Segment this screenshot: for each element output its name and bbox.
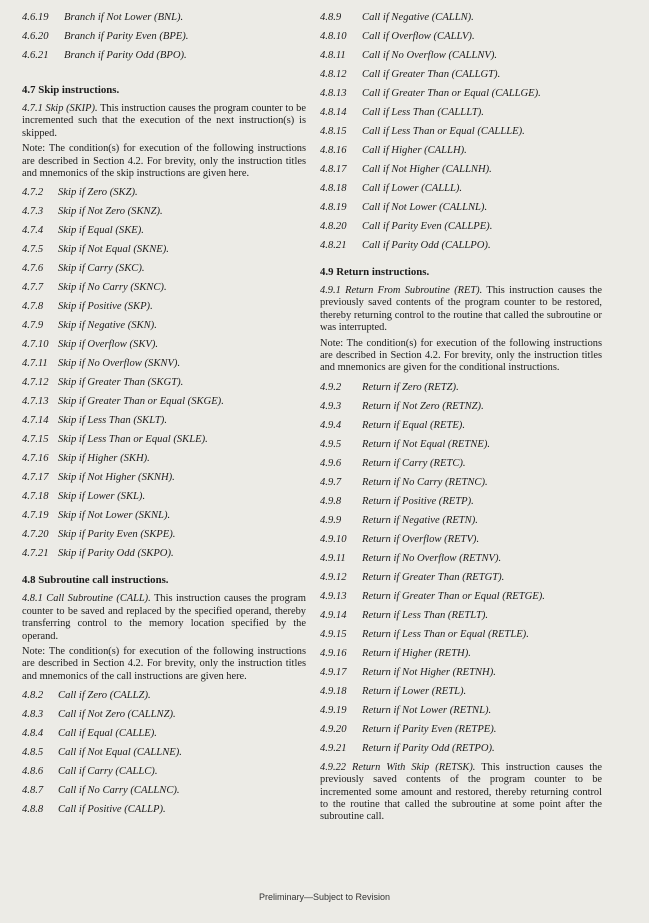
list-item xyxy=(22,354,306,373)
list-item xyxy=(22,449,306,468)
item-number: 4.7.16 xyxy=(22,453,49,465)
item-number: 4.7.2 xyxy=(22,187,44,199)
list-item xyxy=(320,141,602,160)
list-item xyxy=(22,705,306,724)
list-item xyxy=(22,506,306,525)
item-number: 4.9.4 xyxy=(320,419,342,431)
item-number: 4.8.14 xyxy=(320,107,347,118)
item-number: 4.7.21 xyxy=(22,548,49,560)
item-title: Skip if Higher (SKH). xyxy=(58,453,150,465)
list-item xyxy=(320,378,602,397)
list-item xyxy=(320,198,602,217)
item-title: Skip if No Carry (SKNC). xyxy=(58,282,167,294)
list-item xyxy=(22,781,306,800)
item-number: 4.9.9 xyxy=(320,514,342,526)
section-heading-skip: 4.7 Skip instructions. xyxy=(22,84,120,96)
item-number: 4.9.11 xyxy=(320,552,346,564)
item-title: Return if Not Higher (RETNH). xyxy=(362,666,496,678)
item-title: Skip if Lower (SKL). xyxy=(58,491,146,503)
item-title: Skip if Not Higher (SKNH). xyxy=(58,472,175,484)
list-item xyxy=(22,183,306,202)
list-item xyxy=(320,236,602,255)
item-title: Skip if Parity Even (SKPE). xyxy=(58,529,176,541)
item-number: 4.9.16 xyxy=(320,647,347,659)
list-item xyxy=(22,27,306,46)
list-item xyxy=(320,217,602,236)
item-title: Return if Zero (RETZ). xyxy=(362,381,459,393)
item-title: Call if Lower (CALLL). xyxy=(362,183,463,194)
item-title: Skip if Not Zero (SKNZ). xyxy=(58,206,163,218)
item-title: Return if Not Lower (RETNL). xyxy=(362,704,492,716)
list-item xyxy=(22,240,306,259)
list-item xyxy=(22,373,306,392)
item-number: 4.7.18 xyxy=(22,491,49,503)
item-number: 4.8.16 xyxy=(320,145,347,156)
page-footer: Preliminary—Subject to Revision xyxy=(258,892,391,902)
list-item xyxy=(320,568,602,587)
list-item xyxy=(320,397,602,416)
item-number: 4.7.14 xyxy=(22,415,49,427)
item-title: Skip if Not Lower (SKNL). xyxy=(58,510,171,522)
list-item xyxy=(320,65,602,84)
item-title: Skip if Parity Odd (SKPO). xyxy=(58,548,174,560)
item-number: 4.9.17 xyxy=(320,666,347,678)
call-instruction-list-right xyxy=(320,8,602,255)
list-item xyxy=(320,179,602,198)
item-title: Return if Overflow (RETV). xyxy=(362,533,480,545)
item-number: 4.9.20 xyxy=(320,723,347,735)
item-title: Call if Overflow (CALLV). xyxy=(362,31,475,42)
item-number: 4.7.6 xyxy=(22,263,44,275)
item-title: Skip if Less Than or Equal (SKLE). xyxy=(58,434,208,446)
item-number: 4.9.10 xyxy=(320,533,347,545)
item-number: 4.8.4 xyxy=(22,728,44,740)
list-item xyxy=(22,316,306,335)
paragraph-number: 4.9.1 xyxy=(320,285,341,296)
item-number: 4.9.14 xyxy=(320,609,347,621)
list-item xyxy=(320,103,602,122)
return-with-skip-paragraph xyxy=(320,762,602,824)
item-number: 4.7.8 xyxy=(22,301,44,313)
item-number: 4.7.9 xyxy=(22,320,44,332)
item-title: Call if Carry (CALLC). xyxy=(58,766,158,778)
item-title: Call if Higher (CALLH). xyxy=(362,145,467,156)
item-number: 4.7.20 xyxy=(22,529,49,541)
item-title: Call if Less Than (CALLLT). xyxy=(362,107,484,118)
item-number: 4.8.19 xyxy=(320,202,347,213)
left-column xyxy=(22,8,306,819)
item-title: Call if No Carry (CALLNC). xyxy=(58,785,180,797)
list-item xyxy=(22,202,306,221)
list-item xyxy=(320,606,602,625)
item-number: 4.9.15 xyxy=(320,628,347,640)
list-item xyxy=(320,46,602,65)
item-number: 4.8.10 xyxy=(320,31,347,42)
item-title: Return if Parity Odd (RETPO). xyxy=(362,742,495,754)
item-title: Call if Not Higher (CALLNH). xyxy=(362,164,492,175)
item-number: 4.8.6 xyxy=(22,766,44,778)
list-item xyxy=(320,644,602,663)
list-item xyxy=(22,411,306,430)
item-number: 4.7.12 xyxy=(22,377,49,389)
item-title: Return if Less Than (RETLT). xyxy=(362,609,489,621)
skip-intro-paragraph xyxy=(22,103,306,140)
list-item xyxy=(22,430,306,449)
item-title: Return if Not Zero (RETNZ). xyxy=(362,400,484,412)
item-title: Return if Greater Than (RETGT). xyxy=(362,571,505,583)
list-item xyxy=(320,122,602,141)
item-title: Call if Greater Than (CALLGT). xyxy=(362,69,501,80)
item-number: 4.7.11 xyxy=(22,358,48,370)
paragraph-text: This instruction causes the previously saved contents of the program counter to be restored, thereby returning control to the routine that called the subroutine or was interrupted. xyxy=(320,285,602,334)
branch-list-continued xyxy=(22,8,306,65)
item-number: 4.7.13 xyxy=(22,396,49,408)
list-item xyxy=(22,8,306,27)
list-item xyxy=(22,743,306,762)
list-item xyxy=(22,392,306,411)
list-item xyxy=(22,544,306,563)
item-title: Return if Less Than or Equal (RETLE). xyxy=(362,628,529,640)
item-title: Return if Greater Than or Equal (RETGE). xyxy=(362,590,545,602)
list-item xyxy=(22,724,306,743)
list-item xyxy=(320,682,602,701)
item-number: 4.9.2 xyxy=(320,381,342,393)
list-item xyxy=(320,587,602,606)
item-title: Call if Parity Even (CALLPE). xyxy=(362,221,493,232)
item-title: Skip if Carry (SKC). xyxy=(58,263,145,275)
list-item xyxy=(320,84,602,103)
paragraph-title: Return From Subroutine (RET). xyxy=(345,285,483,296)
list-item xyxy=(320,625,602,644)
item-title: Return if Negative (RETN). xyxy=(362,514,478,526)
return-intro-paragraph xyxy=(320,285,602,335)
list-item xyxy=(320,720,602,739)
item-title: Call if Equal (CALLE). xyxy=(58,728,157,740)
item-title: Call if Not Zero (CALLNZ). xyxy=(58,709,176,721)
item-title: Return if Equal (RETE). xyxy=(362,419,465,431)
paragraph-number: 4.9.22 xyxy=(320,761,346,773)
section-heading-return: 4.9 Return instructions. xyxy=(320,266,430,278)
item-number: 4.8.17 xyxy=(320,164,347,175)
item-title: Return if Higher (RETH). xyxy=(362,647,471,659)
list-item xyxy=(22,46,306,65)
list-item xyxy=(22,259,306,278)
list-item xyxy=(22,278,306,297)
list-item xyxy=(22,297,306,316)
item-number: 4.9.8 xyxy=(320,495,342,507)
item-title: Skip if Not Equal (SKNE). xyxy=(58,244,169,256)
right-column xyxy=(320,8,602,827)
item-number: 4.9.21 xyxy=(320,742,347,754)
list-item xyxy=(22,468,306,487)
item-number: 4.8.15 xyxy=(320,126,347,137)
item-number: 4.6.21 xyxy=(22,50,49,61)
item-number: 4.9.13 xyxy=(320,590,347,602)
item-title: Return if Not Equal (RETNE). xyxy=(362,438,490,450)
item-number: 4.9.7 xyxy=(320,476,342,488)
skip-instruction-list xyxy=(22,183,306,563)
call-instruction-list-left xyxy=(22,686,306,819)
item-number: 4.8.12 xyxy=(320,69,347,80)
item-title: Call if Less Than or Equal (CALLLE). xyxy=(362,126,525,137)
item-title: Call if Negative (CALLN). xyxy=(362,12,474,23)
item-number: 4.8.20 xyxy=(320,221,347,232)
item-number: 4.6.19 xyxy=(22,12,49,23)
list-item xyxy=(320,549,602,568)
list-item xyxy=(22,525,306,544)
item-number: 4.8.7 xyxy=(22,785,44,797)
paragraph-text: This instruction causes the program counter to be incremented such that the execution of the next instruction(s) is skipped. xyxy=(22,103,306,139)
list-item xyxy=(22,800,306,819)
item-title: Call if Greater Than or Equal (CALLGE). xyxy=(362,88,541,99)
item-number: 4.7.15 xyxy=(22,434,49,446)
paragraph-number: 4.7.1 xyxy=(22,103,43,114)
paragraph-text: This instruction causes the program counter to be saved and replaced by the specified operand, thereby transferring control to the memory location specified by the operand. xyxy=(22,593,306,642)
paragraph-title: Call Subroutine (CALL). xyxy=(46,593,151,605)
item-title: Skip if No Overflow (SKNV). xyxy=(58,358,181,370)
list-item xyxy=(22,762,306,781)
item-number: 4.9.6 xyxy=(320,457,342,469)
item-number: 4.9.3 xyxy=(320,400,342,412)
item-title: Skip if Zero (SKZ). xyxy=(58,187,138,199)
item-title: Return if Lower (RETL). xyxy=(362,685,467,697)
list-item xyxy=(22,335,306,354)
item-title: Call if Not Equal (CALLNE). xyxy=(58,747,182,759)
item-title: Return if Parity Even (RETPE). xyxy=(362,723,497,735)
return-note: Note: The condition(s) for execution of the following instructions are described in Section 4.2. For brevity, only the instruction titles and mnemonics are given for the conditional instructions. xyxy=(320,337,602,374)
item-title: Call if Not Lower (CALLNL). xyxy=(362,202,488,213)
call-intro-paragraph xyxy=(22,593,306,643)
list-item xyxy=(320,8,602,27)
item-number: 4.8.5 xyxy=(22,747,44,759)
item-number: 4.9.5 xyxy=(320,438,342,450)
item-number: 4.7.5 xyxy=(22,244,44,256)
item-number: 4.7.19 xyxy=(22,510,49,522)
item-title: Call if Positive (CALLP). xyxy=(58,804,166,816)
item-title: Return if No Overflow (RETNV). xyxy=(362,552,502,564)
item-title: Skip if Equal (SKE). xyxy=(58,225,144,237)
list-item xyxy=(22,686,306,705)
list-item xyxy=(320,739,602,758)
skip-note: Note: The condition(s) for execution of the following instructions are described in Section 4.2. For brevity, only the instruction titles and mnemonics of the skip instructions are given here. xyxy=(22,143,306,180)
item-title: Skip if Positive (SKP). xyxy=(58,301,153,313)
item-title: Branch if Parity Even (BPE). xyxy=(64,31,189,42)
paragraph-number: 4.8.1 xyxy=(22,593,43,605)
item-number: 4.6.20 xyxy=(22,31,49,42)
item-number: 4.8.8 xyxy=(22,804,44,816)
item-number: 4.8.18 xyxy=(320,183,347,194)
call-note: Note: The condition(s) for execution of the following instructions are described in Section 4.2. For brevity, only the instruction titles and mnemonics of the call instructions are given here. xyxy=(22,646,306,682)
item-number: 4.7.3 xyxy=(22,206,44,218)
item-title: Return if No Carry (RETNC). xyxy=(362,476,488,488)
section-heading-call: 4.8 Subroutine call instructions. xyxy=(22,574,169,587)
list-item xyxy=(320,663,602,682)
item-title: Return if Carry (RETC). xyxy=(362,457,466,469)
item-title: Skip if Greater Than (SKGT). xyxy=(58,377,184,389)
item-number: 4.7.7 xyxy=(22,282,44,294)
item-number: 4.7.17 xyxy=(22,472,49,484)
item-number: 4.9.12 xyxy=(320,571,347,583)
list-item xyxy=(320,492,602,511)
paragraph-title: Return With Skip (RETSK). xyxy=(352,761,476,773)
item-title: Skip if Negative (SKN). xyxy=(58,320,157,332)
item-title: Call if Parity Odd (CALLPO). xyxy=(362,240,491,251)
list-item xyxy=(320,701,602,720)
paragraph-text: This instruction causes the previously saved contents of the program counter to be incremented some amount and restored, thereby returning control to the routine that called the subroutine at some point after the subroutine call. xyxy=(320,761,602,823)
list-item xyxy=(320,416,602,435)
item-number: 4.9.19 xyxy=(320,704,347,716)
item-title: Call if Zero (CALLZ). xyxy=(58,690,151,702)
item-number: 4.8.11 xyxy=(320,50,346,61)
item-title: Skip if Greater Than or Equal (SKGE). xyxy=(58,396,224,408)
list-item xyxy=(320,435,602,454)
item-number: 4.8.21 xyxy=(320,240,347,251)
item-title: Return if Positive (RETP). xyxy=(362,495,474,507)
list-item xyxy=(22,221,306,240)
list-item xyxy=(320,454,602,473)
item-title: Branch if Parity Odd (BPO). xyxy=(64,50,187,61)
list-item xyxy=(320,530,602,549)
list-item xyxy=(320,511,602,530)
item-title: Skip if Overflow (SKV). xyxy=(58,339,159,351)
list-item xyxy=(320,27,602,46)
item-number: 4.8.9 xyxy=(320,12,342,23)
item-number: 4.7.10 xyxy=(22,339,49,351)
paragraph-title: Skip (SKIP). xyxy=(45,103,98,114)
item-number: 4.9.18 xyxy=(320,685,347,697)
item-title: Branch if Not Lower (BNL). xyxy=(64,12,184,23)
item-number: 4.8.3 xyxy=(22,709,44,721)
item-number: 4.8.2 xyxy=(22,690,44,702)
list-item xyxy=(320,160,602,179)
return-instruction-list xyxy=(320,378,602,758)
item-number: 4.7.4 xyxy=(22,225,44,237)
item-number: 4.8.13 xyxy=(320,88,347,99)
item-title: Skip if Less Than (SKLT). xyxy=(58,415,167,427)
list-item xyxy=(22,487,306,506)
item-title: Call if No Overflow (CALLNV). xyxy=(362,50,498,61)
list-item xyxy=(320,473,602,492)
